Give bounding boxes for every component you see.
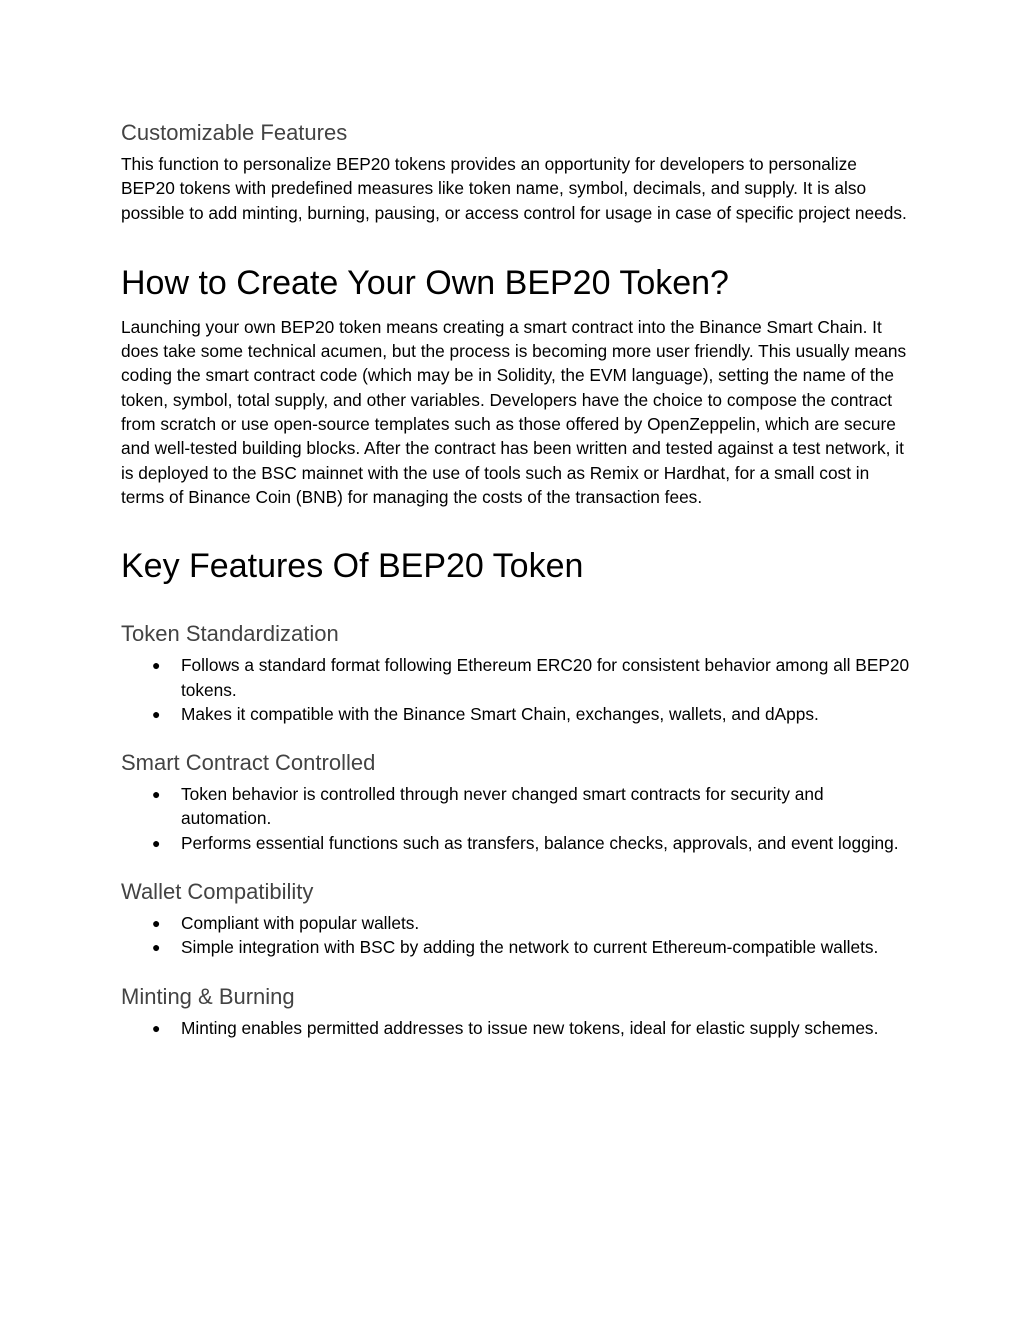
list-item-text: Minting enables permitted addresses to issue new tokens, ideal for elastic supply schemes.: [181, 1017, 879, 1038]
list-item: [121, 831, 911, 855]
list-item: [121, 911, 911, 935]
heading-how-to-create: How to Create Your Own BEP20 Token?: [121, 263, 729, 302]
heading-minting-burning: Minting & Burning: [121, 983, 295, 1009]
bullet-icon: ●: [152, 915, 161, 932]
heading-smart-contract-controlled: Smart Contract Controlled: [121, 750, 376, 776]
bullet-icon: ●: [152, 786, 161, 803]
list-item-text: Follows a standard format following Ethereum ERC20 for consistent behavior among all BEP20 tokens.: [181, 655, 910, 700]
list-item-text: Compliant with popular wallets.: [181, 913, 420, 934]
bullet-icon: ●: [152, 657, 161, 674]
list-item: [121, 653, 911, 702]
bullet-icon: ●: [152, 705, 161, 722]
paragraph-customizable-features: This function to personalize BEP20 tokens provides an opportunity for developers to personalize BEP20 tokens with predefined measures like token name, symbol, decimals, and supply. It is also possible to add minting, burning, pausing, or access control for usage in case of specific project needs.: [121, 154, 907, 223]
list-item: [121, 935, 911, 959]
heading-token-standardization: Token Standardization: [121, 621, 339, 647]
list-item-text: Simple integration with BSC by adding the network to current Ethereum-compatible wallets.: [181, 937, 879, 958]
list-item-text: Performs essential functions such as transfers, balance checks, approvals, and event logging.: [181, 832, 899, 853]
bullet-icon: ●: [152, 1019, 161, 1036]
list-item-text: Makes it compatible with the Binance Smart Chain, exchanges, wallets, and dApps.: [181, 703, 819, 724]
list-item: [121, 782, 911, 831]
bullet-icon: ●: [152, 834, 161, 851]
heading-key-features: Key Features Of BEP20 Token: [121, 547, 584, 586]
document-content: [121, 118, 911, 1040]
list-smart-contract-controlled: [121, 782, 911, 855]
list-item: [121, 1016, 911, 1040]
paragraph-how-to-create: Launching your own BEP20 token means creating a smart contract into the Binance Smart Chain. It does take some technical acumen, but the process is becoming more user friendly. This usually means coding the smart contract code (which may be in Solidity, the EVM language), setting the name of the token, symbol, total supply, and other variables. Developers have the choice to compose the contract from scratch or use open-source templates such as those offered by OpenZeppelin, which are secure and well-tested building blocks. After the contract has been written and tested against a test network, it is deployed to the BSC mainnet with the use of tools such as Remix or Hardhat, for a small cost in terms of Binance Coin (BNB) for managing the costs of the transaction fees.: [121, 316, 907, 507]
bullet-icon: ●: [152, 939, 161, 956]
heading-wallet-compatibility: Wallet Compatibility: [121, 879, 314, 905]
heading-customizable-features: Customizable Features: [121, 120, 348, 145]
list-item-text: Token behavior is controlled through never changed smart contracts for security and automation.: [181, 784, 824, 829]
list-item: [121, 702, 911, 726]
list-minting-burning: [121, 1016, 911, 1040]
list-token-standardization: [121, 653, 911, 726]
list-wallet-compatibility: [121, 911, 911, 960]
